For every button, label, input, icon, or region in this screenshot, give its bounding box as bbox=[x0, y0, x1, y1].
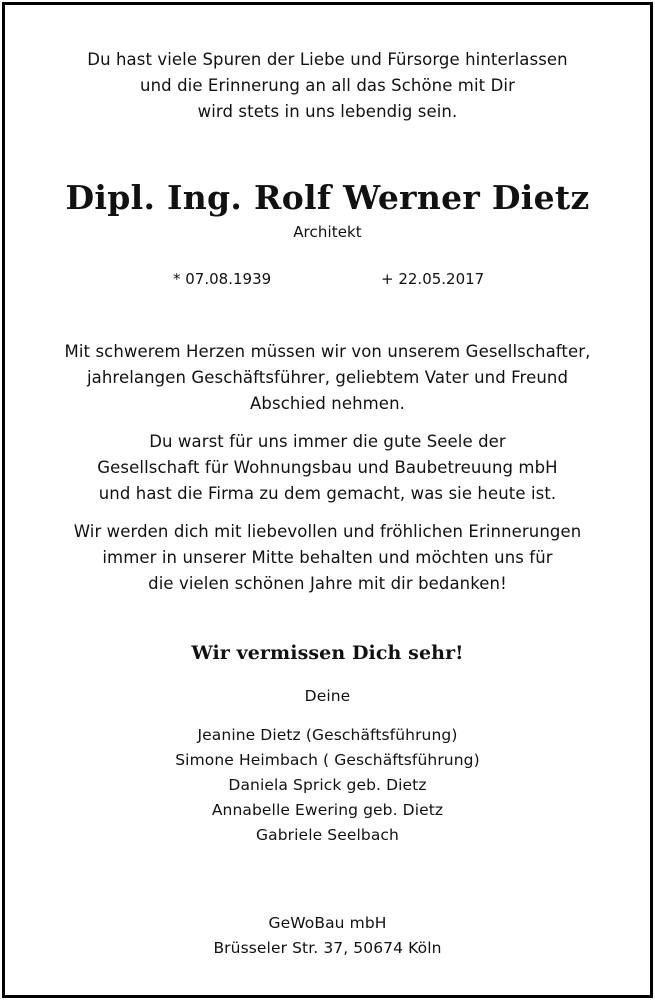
death-date: + 22.05.2017 bbox=[381, 270, 485, 288]
company-address: Brüsseler Str. 37, 50674 Köln bbox=[213, 939, 442, 957]
mourner-name: Simone Heimbach ( Geschäftsführung) bbox=[175, 751, 480, 769]
birth-date: * 07.08.1939 bbox=[173, 270, 272, 288]
salutation: Deine bbox=[304, 687, 351, 705]
paragraph-line: immer in unserer Mitte behalten und möchten uns für bbox=[102, 548, 553, 567]
paragraph-line: Gesellschaft für Wohnungsbau und Baubetreuung mbH bbox=[97, 458, 558, 477]
motto-line: Du hast viele Spuren der Liebe und Fürsorge hinterlassen bbox=[87, 50, 568, 69]
paragraph-line: Wir werden dich mit liebevollen und fröhlichen Erinnerungen bbox=[73, 522, 582, 541]
mourner-name: Gabriele Seelbach bbox=[256, 826, 399, 844]
mourner-name: Jeanine Dietz (Geschäftsführung) bbox=[197, 726, 458, 744]
closing-slogan: Wir vermissen Dich sehr! bbox=[191, 642, 464, 664]
motto-line: wird stets in uns lebendig sein. bbox=[197, 102, 458, 121]
deceased-name: Dipl. Ing. Rolf Werner Dietz bbox=[65, 178, 590, 217]
paragraph-line: Abschied nehmen. bbox=[250, 394, 405, 413]
paragraph-line: Du warst für uns immer die gute Seele der bbox=[149, 432, 506, 451]
mourner-name: Daniela Sprick geb. Dietz bbox=[228, 776, 427, 794]
motto-line: und die Erinnerung an all das Schöne mit Dir bbox=[140, 76, 515, 95]
paragraph-line: Mit schwerem Herzen müssen wir von unserem Gesellschafter, bbox=[64, 342, 591, 361]
paragraph-line: jahrelangen Geschäftsführer, geliebtem Vater und Freund bbox=[86, 368, 569, 387]
deceased-profession: Architekt bbox=[293, 223, 362, 241]
paragraph-line: und hast die Firma zu dem gemacht, was sie heute ist. bbox=[98, 484, 557, 503]
mourner-name: Annabelle Ewering geb. Dietz bbox=[211, 801, 444, 819]
company-name: GeWoBau mbH bbox=[268, 914, 387, 932]
paragraph-line: die vielen schönen Jahre mit dir bedanken! bbox=[148, 574, 507, 593]
